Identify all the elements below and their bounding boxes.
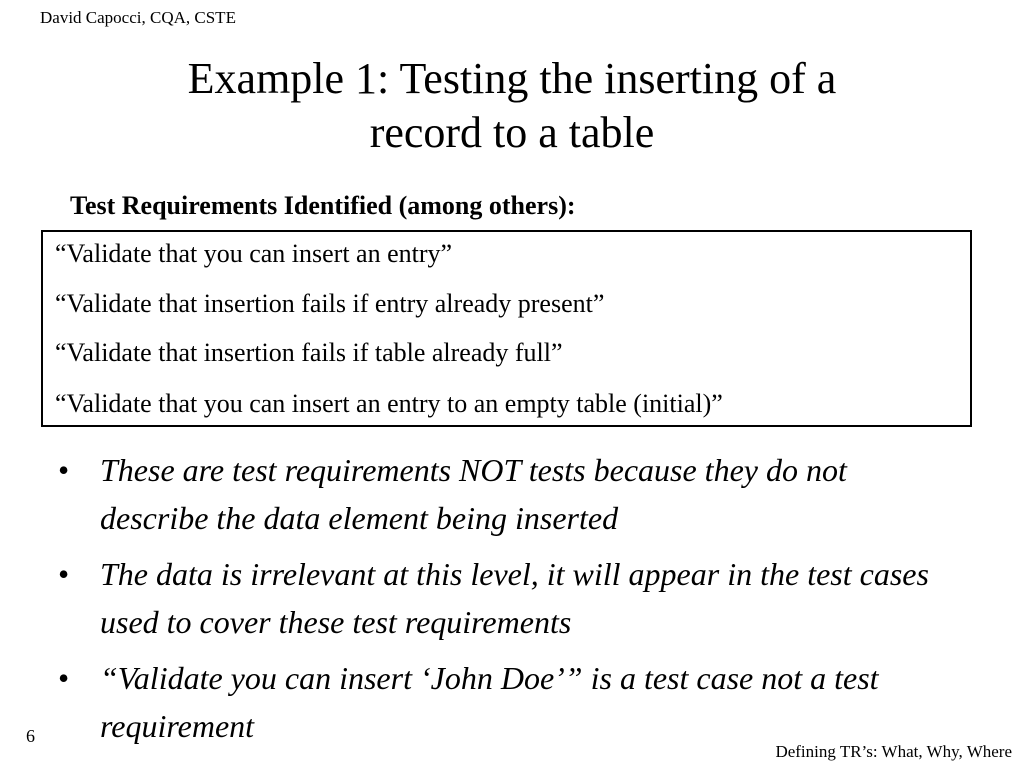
page-number: 6 [26, 726, 35, 746]
bullet-list [52, 446, 952, 758]
requirement-item-4: “Validate that you can insert an entry to an empty table (initial)” [55, 389, 723, 418]
bullet-text: “Validate you can insert ‘John Doe’” is a test case not a test requirement [100, 660, 879, 744]
bullet-text: The data is irrelevant at this level, it will appear in the test cases used to cover these test requirements [100, 556, 929, 640]
footer-title: Defining TR’s: What, Why, Where [775, 742, 1012, 761]
bullet-item-3 [52, 654, 952, 750]
requirement-item-3: “Validate that insertion fails if table already full” [55, 338, 563, 367]
bullet-item-2 [52, 550, 952, 646]
bullet-item-1 [52, 446, 952, 542]
bullet-text: These are test requirements NOT tests because they do not describe the data element being inserted [100, 452, 847, 536]
slide-title-line-2: record to a table [369, 108, 655, 157]
bullet-marker: • [58, 452, 70, 488]
requirement-item-2: “Validate that insertion fails if entry already present” [55, 289, 605, 318]
slide-title [0, 52, 1024, 160]
bullet-marker: • [58, 660, 70, 696]
requirement-item-1: “Validate that you can insert an entry” [55, 239, 453, 268]
requirements-subheading: Test Requirements Identified (among others): [70, 191, 576, 220]
bullet-marker: • [58, 556, 70, 592]
requirements-box [41, 230, 972, 427]
author-header: David Capocci, CQA, CSTE [40, 8, 236, 27]
slide-title-line-1: Example 1: Testing the inserting of a [187, 54, 837, 103]
